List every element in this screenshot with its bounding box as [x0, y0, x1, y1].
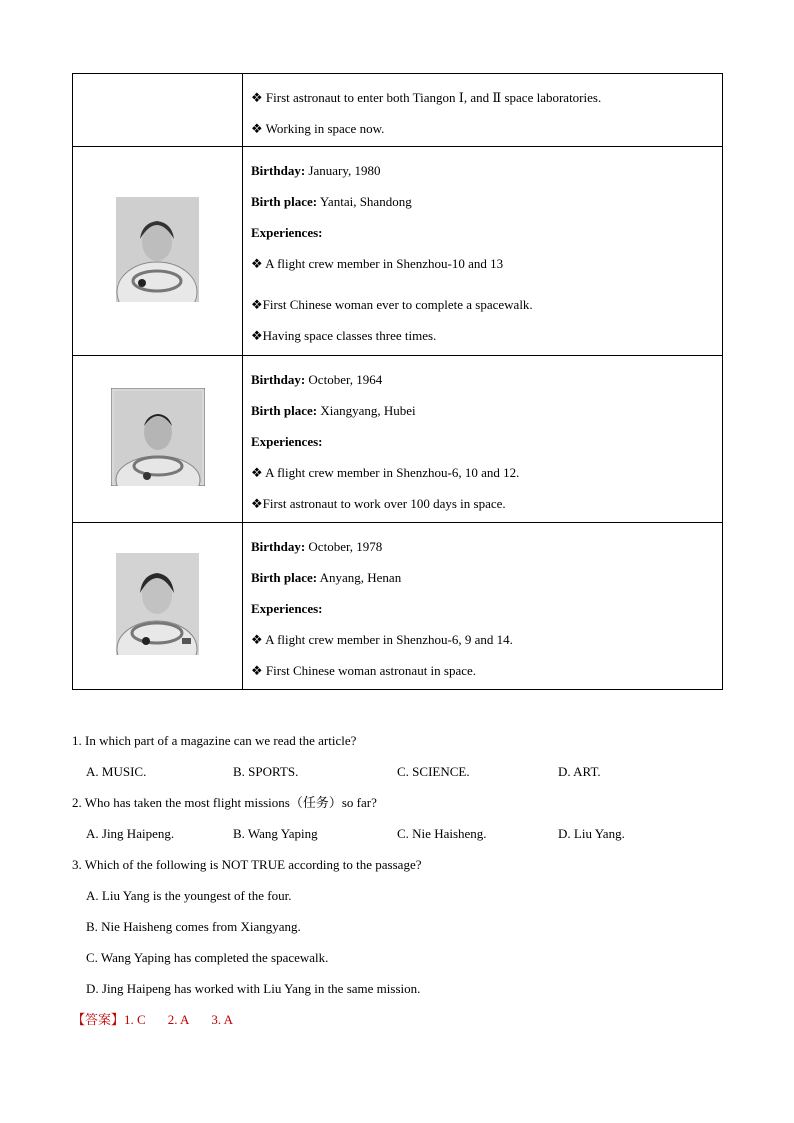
- experience-item: ❖ First Chinese woman astronaut in space.: [251, 663, 477, 678]
- experience-item: ❖ Working in space now.: [251, 121, 385, 136]
- astronaut-table: [72, 73, 723, 690]
- astronaut-photo: [116, 197, 199, 302]
- option: B. Nie Haisheng comes from Xiangyang.: [86, 919, 301, 934]
- experiences-label: Experiences:: [251, 434, 323, 449]
- info-cell: [243, 523, 723, 690]
- experience-item: ❖First Chinese woman ever to complete a spacewalk.: [251, 297, 533, 312]
- experiences-label: Experiences:: [251, 601, 323, 616]
- astronaut-photo: [111, 388, 205, 486]
- answer-line: [72, 1004, 732, 1035]
- birthday-line: Birthday: January, 1980: [251, 163, 381, 178]
- birthplace-line: Birth place: Xiangyang, Hubei: [251, 403, 416, 418]
- question-3: 3. Which of the following is NOT TRUE according to the passage?: [72, 857, 422, 872]
- info-cell: [243, 74, 723, 147]
- experience-item: ❖ A flight crew member in Shenzhou-10 and 13: [251, 256, 504, 271]
- option: A. Liu Yang is the youngest of the four.: [86, 888, 292, 903]
- experiences-label: Experiences:: [251, 225, 323, 240]
- table-row: [73, 147, 723, 356]
- answer-value: 3. A: [211, 1012, 234, 1027]
- questions-section: [72, 725, 732, 1035]
- experience-item: ❖ A flight crew member in Shenzhou-6, 9 and 14.: [251, 632, 513, 647]
- option: C. SCIENCE.: [397, 764, 470, 779]
- experience-item: ❖First astronaut to work over 100 days in space.: [251, 496, 506, 511]
- photo-cell: [73, 147, 243, 356]
- option: B. SPORTS.: [233, 764, 299, 779]
- answer-value: 2. A: [167, 1012, 190, 1027]
- answer-value: 1. C: [124, 1012, 146, 1027]
- option: D. ART.: [558, 764, 601, 779]
- option: D. Liu Yang.: [558, 826, 625, 841]
- options-2: [86, 818, 732, 849]
- table-row: [73, 356, 723, 523]
- option: A. MUSIC.: [86, 764, 147, 779]
- option: C. Nie Haisheng.: [397, 826, 487, 841]
- table-row: [73, 74, 723, 147]
- experience-item: ❖Having space classes three times.: [251, 328, 437, 343]
- info-cell: [243, 147, 723, 356]
- birthday-line: Birthday: October, 1978: [251, 539, 383, 554]
- option: D. Jing Haipeng has worked with Liu Yang in the same mission.: [86, 981, 421, 996]
- photo-cell: [73, 356, 243, 523]
- photo-cell-empty: [73, 74, 243, 147]
- birthplace-line: Birth place: Yantai, Shandong: [251, 194, 412, 209]
- question-2: 2. Who has taken the most flight missions（任务）so far?: [72, 795, 377, 810]
- experience-item: ❖ A flight crew member in Shenzhou-6, 10 and 12.: [251, 465, 520, 480]
- photo-cell: [73, 523, 243, 690]
- question-1: 1. In which part of a magazine can we read the article?: [72, 733, 357, 748]
- option: C. Wang Yaping has completed the spacewalk.: [86, 950, 329, 965]
- option: A. Jing Haipeng.: [86, 826, 175, 841]
- birthday-line: Birthday: October, 1964: [251, 372, 383, 387]
- option: B. Wang Yaping: [233, 826, 318, 841]
- table-row: [73, 523, 723, 690]
- experience-item: ❖ First astronaut to enter both Tiangon Ⅰ, and Ⅱ space laboratories.: [251, 90, 602, 105]
- birthplace-line: Birth place: Anyang, Henan: [251, 570, 402, 585]
- info-cell: [243, 356, 723, 523]
- answer-label: 【答案】: [72, 1013, 125, 1028]
- options-1: [86, 756, 732, 787]
- astronaut-photo: [116, 553, 199, 655]
